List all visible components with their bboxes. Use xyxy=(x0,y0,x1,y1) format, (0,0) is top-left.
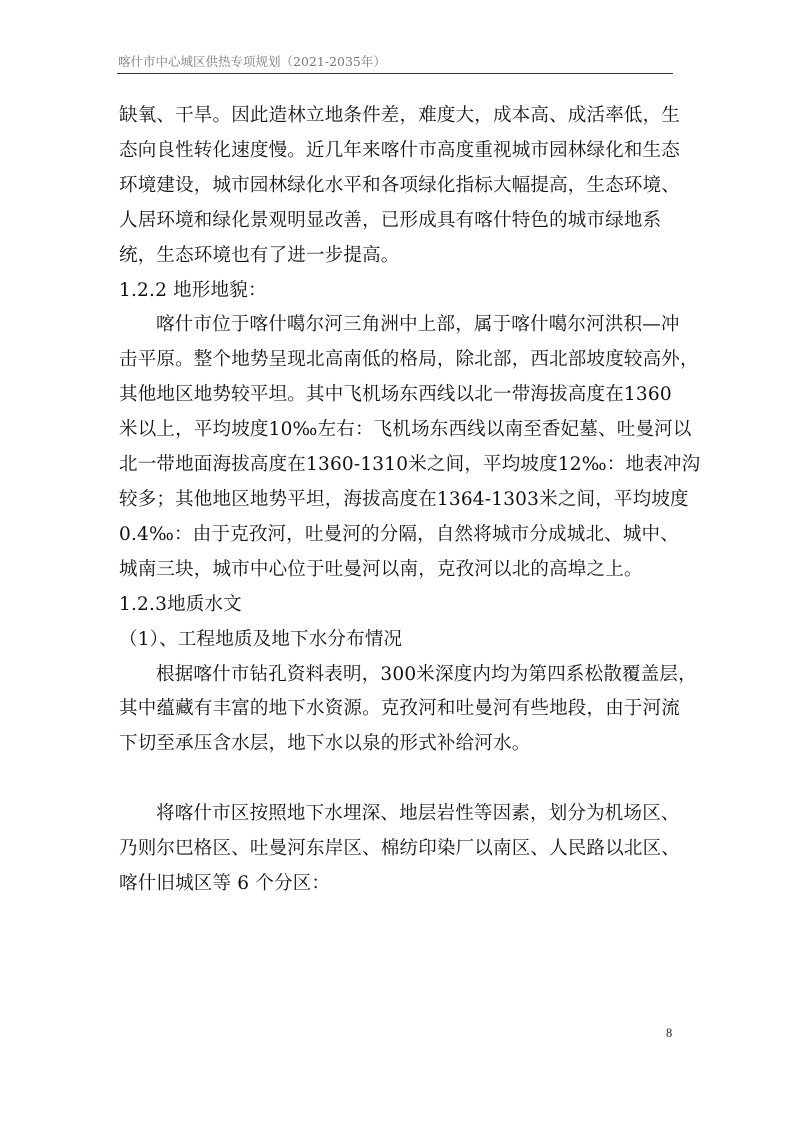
body-line: 环境建设，城市园林绿化水平和各项绿化指标大幅提高，生态环境、 xyxy=(119,174,681,196)
section-heading: 1.2.3地质水文 xyxy=(119,593,242,615)
body-line: 根据喀什市钻孔资料表明，300米深度内均为第四系松散覆盖层， xyxy=(156,663,697,685)
body-line: 缺氧、干旱。因此造林立地条件差，难度大，成本高、成活率低，生 xyxy=(119,105,681,126)
body-line: 较多；其他地区地势平坦，海拔高度在1364-1303米之间，平均坡度 xyxy=(119,488,689,510)
body-line: 北一带地面海拔高度在1360-1310米之间，平均坡度12‰：地表冲沟 xyxy=(119,454,701,476)
body-line: 其他地区地势较平坦。其中飞机场东西线以北一带海拔高度在1360 xyxy=(119,384,672,406)
body-line: 城南三块，城市中心位于吐曼河以南，克孜河以北的高埠之上。 xyxy=(119,558,643,580)
section-heading: 1.2.2 地形地貌： xyxy=(119,279,267,301)
body-line: 其中蕴藏有丰富的地下水资源。克孜河和吐曼河有些地段，由于河流 xyxy=(119,698,681,720)
body-line: 统，生态环境也有了进一步提高。 xyxy=(119,244,400,266)
body-line: 喀什旧城区等 6 个分区： xyxy=(119,872,331,894)
body-line: 0.4‰：由于克孜河，吐曼河的分隔，自然将城市分成城北、城中、 xyxy=(119,523,679,545)
subsection-heading: （1）、工程地质及地下水分布情况 xyxy=(119,628,403,650)
body-line: 米以上，平均坡度10‰左右：飞机场东西线以南至香妃墓、吐曼河以 xyxy=(119,419,692,441)
body-line: 态向良性转化速度慢。近几年来喀什市高度重视城市园林绿化和生态 xyxy=(119,139,681,161)
page-number: 8 xyxy=(666,1026,673,1040)
body-line: 乃则尔巴格区、吐曼河东岸区、棉纺印染厂以南区、人民路以北区、 xyxy=(119,838,681,860)
header-rule xyxy=(117,73,673,74)
body-line: 将喀什市区按照地下水埋深、地层岩性等因素，划分为机场区、 xyxy=(156,803,680,825)
running-header: 喀什市中心城区供热专项规划（2021-2035年） xyxy=(118,54,386,69)
body-line: 下切至承压含水层，地下水以泉的形式补给河水。 xyxy=(119,733,531,755)
blank-line xyxy=(119,762,675,797)
body-line: 人居环境和绿化景观明显改善，已形成具有喀什特色的城市绿地系 xyxy=(119,209,662,231)
body-line: 喀什市位于喀什噶尔河三角洲中上部，属于喀什噶尔河洪积—冲 xyxy=(156,314,680,336)
body-line: 击平原。整个地势呈现北高南低的格局，除北部，西北部坡度较高外， xyxy=(119,349,699,371)
document-body xyxy=(119,99,701,902)
